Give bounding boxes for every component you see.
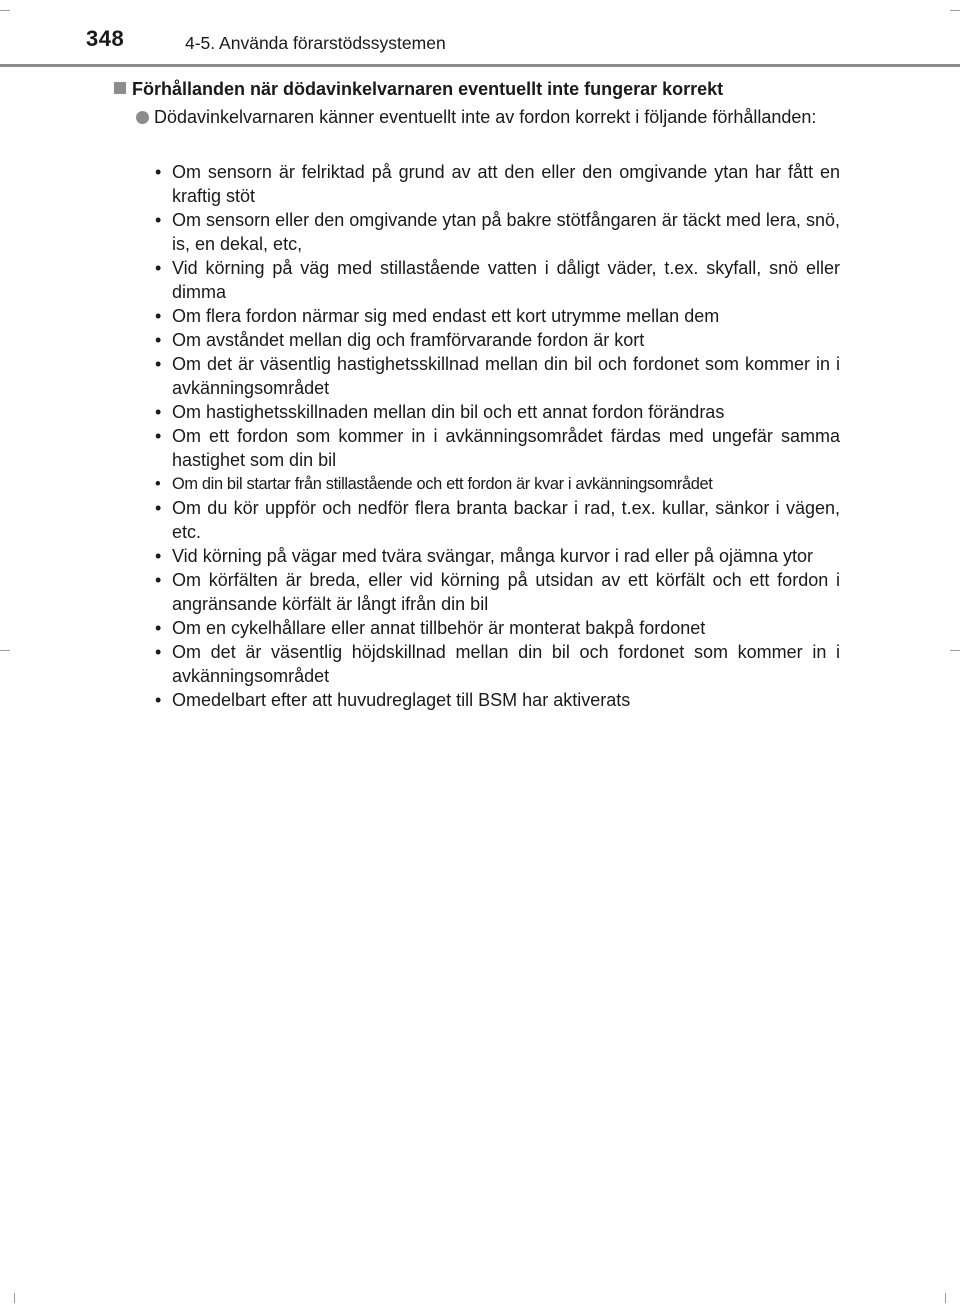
subsection-heading-text: Förhållanden när dödavinkelvarnaren eventuellt inte fungerar korrekt: [132, 79, 724, 99]
bullet-dot: •: [155, 546, 162, 566]
list-item: [155, 400, 840, 424]
list-item-text: Om det är väsentlig hastighetsskillnad mellan din bil och fordonet som kommer in i avkänningsområdet: [172, 354, 840, 398]
list-item-text: Om avståndet mellan dig och framförvarande fordon är kort: [172, 330, 645, 350]
bullet-dot: •: [155, 618, 162, 638]
list-item: [155, 352, 840, 400]
list-item: [155, 424, 840, 472]
list-item-text: Om du kör uppför och nedför flera branta backar i rad, t.ex. kullar, sänkor i vägen, etc.: [172, 498, 840, 542]
intro-text: Dödavinkelvarnaren känner eventuellt inte av fordon korrekt i följande förhållanden:: [154, 107, 817, 127]
list-item: [155, 544, 840, 568]
crop-mark: [14, 1293, 15, 1303]
crop-mark: [945, 1293, 946, 1303]
list-item-text: Om ett fordon som kommer in i avkänningsområdet färdas med ungefär samma hastighet som din bil: [172, 426, 840, 470]
bullet-dot: •: [155, 498, 162, 518]
crop-mark: [0, 650, 10, 651]
list-item: [155, 640, 840, 688]
bullet-dot: •: [155, 642, 162, 662]
list-item: [155, 160, 840, 208]
list-item-text: Om hastighetsskillnaden mellan din bil och ett annat fordon förändras: [172, 402, 725, 422]
condition-list: [155, 160, 840, 712]
square-bullet-icon: [114, 82, 126, 94]
header-divider: [0, 64, 960, 67]
bullet-dot: •: [155, 354, 162, 374]
section-title: 4-5. Använda förarstödssystemen: [185, 33, 446, 53]
list-item-text: Om körfälten är breda, eller vid körning på utsidan av ett körfält och ett fordon i angränsande körfält är långt ifrån din bil: [172, 570, 840, 614]
intro-paragraph: [136, 105, 846, 129]
crop-mark: [950, 650, 960, 651]
bullet-dot: •: [155, 402, 162, 422]
list-item-text: Vid körning på vägar med tvära svängar, många kurvor i rad eller på ojämna ytor: [172, 546, 814, 566]
list-item-text: Omedelbart efter att huvudreglaget till BSM har aktiverats: [172, 690, 631, 710]
list-item-text: Om sensorn eller den omgivande ytan på bakre stötfångaren är täckt med lera, snö, is, en dekal, etc,: [172, 210, 840, 254]
bullet-dot: •: [155, 570, 162, 590]
bullet-dot: •: [155, 426, 162, 446]
bullet-dot: •: [155, 258, 162, 278]
list-item: [155, 304, 840, 328]
crop-mark: [0, 10, 10, 11]
bullet-dot: •: [155, 306, 162, 326]
list-item-text: Vid körning på väg med stillastående vatten i dåligt väder, t.ex. skyfall, snö eller dimma: [172, 258, 840, 302]
list-item-text: Om flera fordon närmar sig med endast ett kort utrymme mellan dem: [172, 306, 720, 326]
bullet-dot: •: [155, 475, 161, 493]
list-item-text: Om din bil startar från stillastående och ett fordon är kvar i avkänningsområdet: [172, 475, 713, 493]
bullet-dot: •: [155, 162, 162, 182]
list-item: [155, 496, 840, 544]
list-item: [155, 472, 840, 496]
circle-bullet-icon: [136, 111, 149, 124]
list-item: [155, 328, 840, 352]
list-item-text: Om det är väsentlig höjdskillnad mellan din bil och fordonet som kommer in i avkänningsområdet: [172, 642, 840, 686]
bullet-dot: •: [155, 690, 162, 710]
page-number: 348: [86, 26, 125, 51]
crop-mark: [950, 10, 960, 11]
subsection-heading: [114, 77, 854, 101]
list-item: [155, 688, 840, 712]
list-item-text: Om en cykelhållare eller annat tillbehör är monterat bakpå fordonet: [172, 618, 706, 638]
list-item: [155, 568, 840, 616]
bullet-dot: •: [155, 330, 162, 350]
list-item: [155, 256, 840, 304]
bullet-dot: •: [155, 210, 162, 230]
list-item: [155, 616, 840, 640]
list-item: [155, 208, 840, 256]
list-item-text: Om sensorn är felriktad på grund av att den eller den omgivande ytan har fått en kraftig stöt: [172, 162, 840, 206]
